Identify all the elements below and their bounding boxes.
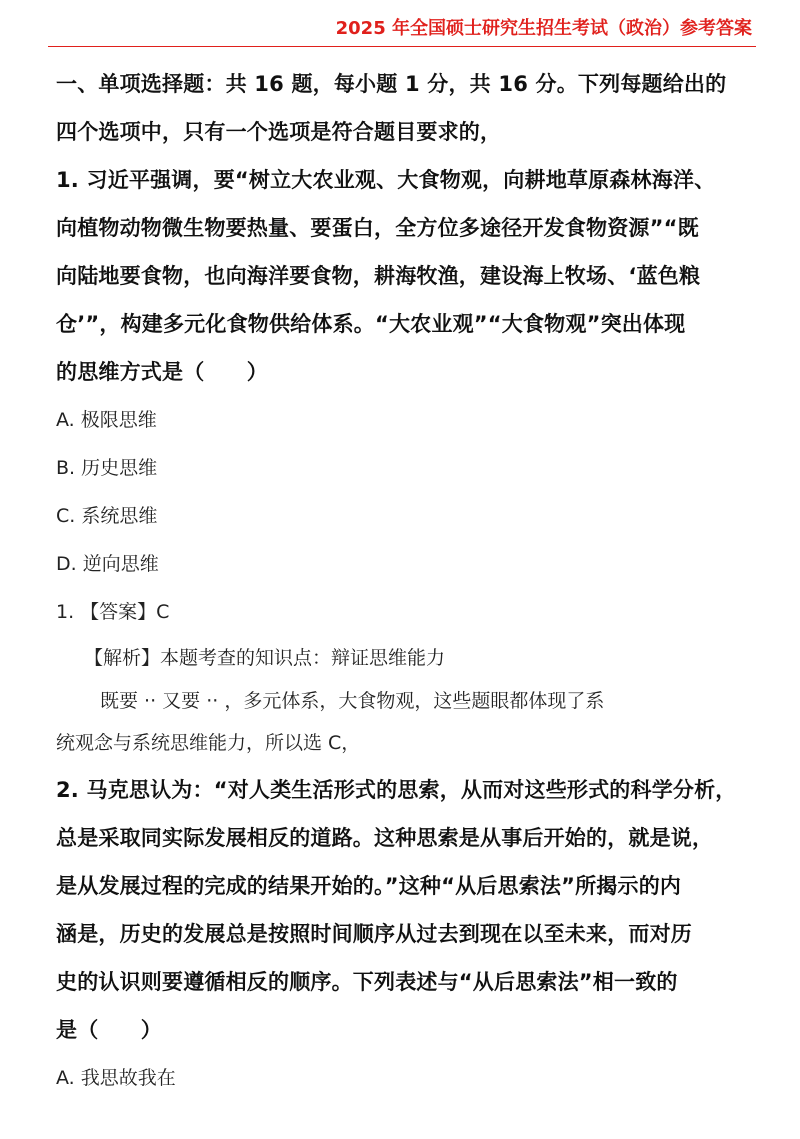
document-body bbox=[56, 60, 764, 1102]
q1-option-c: C. 系统思维 bbox=[56, 505, 158, 527]
q1-stem-line-5: 的思维方式是（ ） bbox=[56, 360, 268, 384]
q1-option-d: D. 逆向思维 bbox=[56, 553, 159, 575]
q1-stem-line-2: 向植物动物微生物要热量、要蛋白，全方位多途径开发食物资源”“既 bbox=[56, 216, 699, 240]
q1-analysis-line-1: 既要 ·· 又要 ·· ，多元体系，大食物观，这些题眼都体现了系 bbox=[100, 690, 605, 712]
q2-stem-line-2: 总是采取同实际发展相反的道路。这种思索是从事后开始的，就是说， bbox=[56, 826, 714, 850]
q1-stem-line-4: 仓’”，构建多元化食物供给体系。“大农业观”“大食物观”突出体现 bbox=[56, 312, 686, 336]
document-header: 2025 年全国硕士研究生招生考试（政治）参考答案 bbox=[335, 18, 752, 39]
section-title-line-1: 一、单项选择题：共 16 题，每小题 1 分，共 16 分。下列每题给出的 bbox=[56, 72, 727, 96]
q2-stem-line-5: 史的认识则要遵循相反的顺序。下列表述与“从后思索法”相一致的 bbox=[56, 970, 678, 994]
q1-option-b: B. 历史思维 bbox=[56, 457, 158, 479]
q1-stem-line-1: 1. 习近平强调，要“树立大农业观、大食物观，向耕地草原森林海洋、 bbox=[56, 168, 716, 192]
header-divider bbox=[48, 46, 756, 47]
q1-analysis-title: 【解析】本题考查的知识点：辩证思维能力 bbox=[84, 647, 446, 669]
q1-answer: 1. 【答案】C bbox=[56, 601, 170, 623]
q2-option-a: A. 我思故我在 bbox=[56, 1067, 176, 1089]
q2-stem-line-6: 是（ ） bbox=[56, 1018, 162, 1042]
q2-stem-line-1: 2. 马克思认为：“对人类生活形式的思索，从而对这些形式的科学分析， bbox=[56, 778, 737, 802]
q1-stem-line-3: 向陆地要食物，也向海洋要食物，耕海牧渔，建设海上牧场、‘蓝色粮 bbox=[56, 264, 701, 288]
q1-option-a: A. 极限思维 bbox=[56, 409, 157, 431]
q1-analysis-line-2: 统观念与系统思维能力，所以选 C， bbox=[56, 732, 361, 754]
section-title-line-2: 四个选项中，只有一个选项是符合题目要求的， bbox=[56, 120, 502, 144]
q2-stem-line-3: 是从发展过程的完成的结果开始的。”这种“从后思索法”所揭示的内 bbox=[56, 874, 682, 898]
q2-stem-line-4: 涵是，历史的发展总是按照时间顺序从过去到现在以至未来，而对历 bbox=[56, 922, 692, 946]
